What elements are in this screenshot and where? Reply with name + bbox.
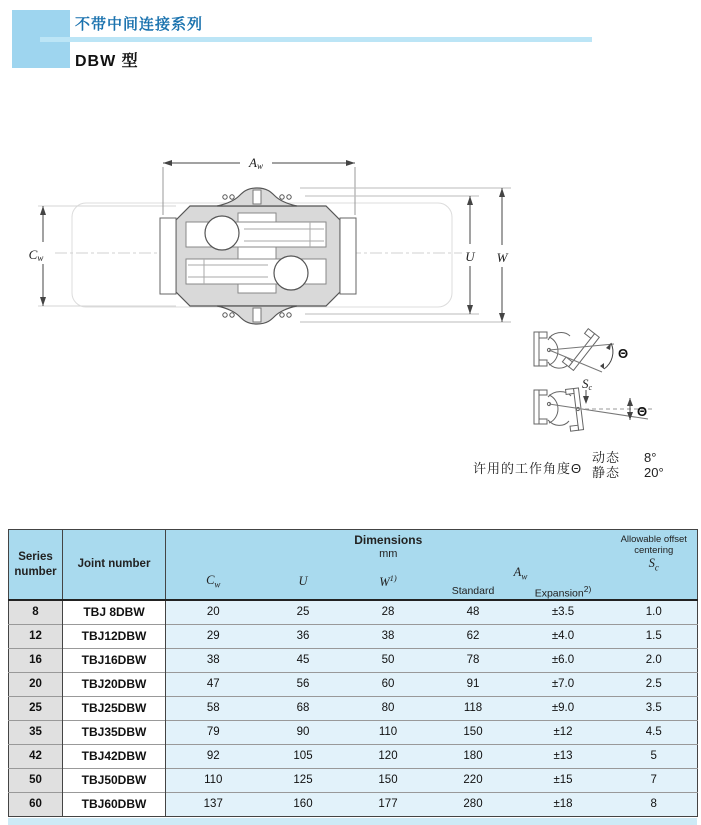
expansion-cell: ±15 bbox=[516, 768, 611, 792]
cw-cell: 137 bbox=[166, 792, 261, 816]
cw-cell: 92 bbox=[166, 744, 261, 768]
cw-cell: 20 bbox=[166, 600, 261, 624]
joint-cell: TBJ12DBW bbox=[63, 624, 166, 648]
header-joint-number: Joint number bbox=[63, 530, 166, 601]
expansion-cell: ±13 bbox=[516, 744, 611, 768]
series-cell: 42 bbox=[9, 744, 63, 768]
w-cell: 150 bbox=[346, 768, 431, 792]
standard-cell: 280 bbox=[431, 792, 516, 816]
dynamic-label: 动态 bbox=[592, 450, 621, 465]
table-header bbox=[9, 530, 698, 601]
table-body bbox=[9, 600, 698, 816]
w-cell: 50 bbox=[346, 648, 431, 672]
sc-cell: 4.5 bbox=[611, 720, 698, 744]
angle-diagram-offset bbox=[534, 388, 652, 431]
header-aw: $A_w$ bbox=[431, 564, 611, 584]
joint-cross-section-drawing bbox=[0, 140, 701, 490]
dimensions-table bbox=[8, 529, 698, 817]
series-cell: 12 bbox=[9, 624, 63, 648]
cw-cell: 47 bbox=[166, 672, 261, 696]
dynamic-value: 8° bbox=[644, 450, 657, 465]
joint-cell: TBJ42DBW bbox=[63, 744, 166, 768]
u-cell: 36 bbox=[261, 624, 346, 648]
header-standard: Standard bbox=[431, 584, 516, 601]
cw-cell: 29 bbox=[166, 624, 261, 648]
expansion-cell: ±6.0 bbox=[516, 648, 611, 672]
w-cell: 177 bbox=[346, 792, 431, 816]
u-cell: 68 bbox=[261, 696, 346, 720]
sc-cell: 1.0 bbox=[611, 600, 698, 624]
table-row bbox=[9, 744, 698, 768]
u-cell: 56 bbox=[261, 672, 346, 696]
header-expansion: Expansion$^{2)}$ bbox=[516, 584, 611, 601]
sc-offset-label: Sc bbox=[582, 376, 593, 392]
sc-cell: 3.5 bbox=[611, 696, 698, 720]
standard-cell: 48 bbox=[431, 600, 516, 624]
sc-cell: 7 bbox=[611, 768, 698, 792]
series-cell: 8 bbox=[9, 600, 63, 624]
model-title: DBW 型 bbox=[75, 53, 139, 70]
series-cell: 35 bbox=[9, 720, 63, 744]
w-cell: 120 bbox=[346, 744, 431, 768]
expansion-cell: ±9.0 bbox=[516, 696, 611, 720]
w-cell: 38 bbox=[346, 624, 431, 648]
dynamic-angle-row bbox=[592, 450, 684, 465]
header-cw: $C_w$ bbox=[166, 564, 261, 601]
joint-cell: TBJ50DBW bbox=[63, 768, 166, 792]
series-cell: 50 bbox=[9, 768, 63, 792]
table-row bbox=[9, 792, 698, 816]
u-cell: 45 bbox=[261, 648, 346, 672]
static-label: 静态 bbox=[592, 465, 621, 480]
joint-cell: TBJ 8DBW bbox=[63, 600, 166, 624]
standard-cell: 118 bbox=[431, 696, 516, 720]
sc-cell: 5 bbox=[611, 744, 698, 768]
joint-cell: TBJ16DBW bbox=[63, 648, 166, 672]
joint-cell: TBJ60DBW bbox=[63, 792, 166, 816]
joint-cell: TBJ20DBW bbox=[63, 672, 166, 696]
dimensions-title: Dimensions bbox=[354, 533, 423, 548]
sc-header-label: $S_c$ bbox=[648, 556, 659, 573]
header-allowable-offset bbox=[611, 530, 698, 601]
w-cell: 28 bbox=[346, 600, 431, 624]
u-dim-label: U bbox=[465, 249, 475, 264]
cw-cell: 79 bbox=[166, 720, 261, 744]
w-cell: 110 bbox=[346, 720, 431, 744]
standard-cell: 62 bbox=[431, 624, 516, 648]
header-series-number: Series number bbox=[9, 530, 63, 601]
cw-cell: 110 bbox=[166, 768, 261, 792]
joint-cell: TBJ25DBW bbox=[63, 696, 166, 720]
w-dim-label: W bbox=[496, 250, 508, 265]
expansion-cell: ±4.0 bbox=[516, 624, 611, 648]
static-angle-row bbox=[592, 465, 684, 480]
series-cell: 25 bbox=[9, 696, 63, 720]
u-cell: 25 bbox=[261, 600, 346, 624]
u-cell: 105 bbox=[261, 744, 346, 768]
series-cell: 16 bbox=[9, 648, 63, 672]
standard-cell: 150 bbox=[431, 720, 516, 744]
series-cell: 20 bbox=[9, 672, 63, 696]
w-cell: 60 bbox=[346, 672, 431, 696]
expansion-cell: ±3.5 bbox=[516, 600, 611, 624]
title-underline bbox=[40, 37, 592, 42]
allowable-offset-text: Allowable offset centering bbox=[620, 534, 687, 557]
header-u: U bbox=[261, 564, 346, 601]
sc-cell: 2.5 bbox=[611, 672, 698, 696]
footer-strip bbox=[8, 818, 697, 825]
sc-cell: 1.5 bbox=[611, 624, 698, 648]
expansion-cell: ±12 bbox=[516, 720, 611, 744]
theta-offset-label: Θ bbox=[637, 404, 648, 419]
angle-diagram-single bbox=[534, 329, 614, 372]
joint-cell: TBJ35DBW bbox=[63, 720, 166, 744]
aw-dim-label: Aw bbox=[249, 155, 263, 171]
theta-single-label: Θ bbox=[618, 346, 629, 361]
sc-cell: 8 bbox=[611, 792, 698, 816]
working-angle-caption: 许用的工作角度Θ bbox=[473, 461, 583, 476]
cw-cell: 38 bbox=[166, 648, 261, 672]
cw-dim-label: Cw bbox=[28, 247, 44, 263]
static-value: 20° bbox=[644, 465, 664, 480]
table-row bbox=[9, 672, 698, 696]
table-row bbox=[9, 600, 698, 624]
standard-cell: 78 bbox=[431, 648, 516, 672]
u-cell: 125 bbox=[261, 768, 346, 792]
header-w: $W^{1)}$ bbox=[346, 564, 431, 601]
w-cell: 80 bbox=[346, 696, 431, 720]
standard-cell: 220 bbox=[431, 768, 516, 792]
standard-cell: 91 bbox=[431, 672, 516, 696]
expansion-cell: ±7.0 bbox=[516, 672, 611, 696]
u-cell: 90 bbox=[261, 720, 346, 744]
table-row bbox=[9, 696, 698, 720]
expansion-cell: ±18 bbox=[516, 792, 611, 816]
dimensions-unit: mm bbox=[379, 548, 398, 561]
dimensions-table-wrap bbox=[8, 529, 697, 817]
table-row bbox=[9, 648, 698, 672]
table-row bbox=[9, 768, 698, 792]
header-dimensions bbox=[166, 530, 611, 564]
working-angle-values bbox=[592, 450, 684, 480]
cw-cell: 58 bbox=[166, 696, 261, 720]
series-cell: 60 bbox=[9, 792, 63, 816]
sc-cell: 2.0 bbox=[611, 648, 698, 672]
standard-cell: 180 bbox=[431, 744, 516, 768]
table-row bbox=[9, 720, 698, 744]
u-cell: 160 bbox=[261, 792, 346, 816]
table-row bbox=[9, 624, 698, 648]
series-title: 不带中间连接系列 bbox=[75, 16, 204, 33]
